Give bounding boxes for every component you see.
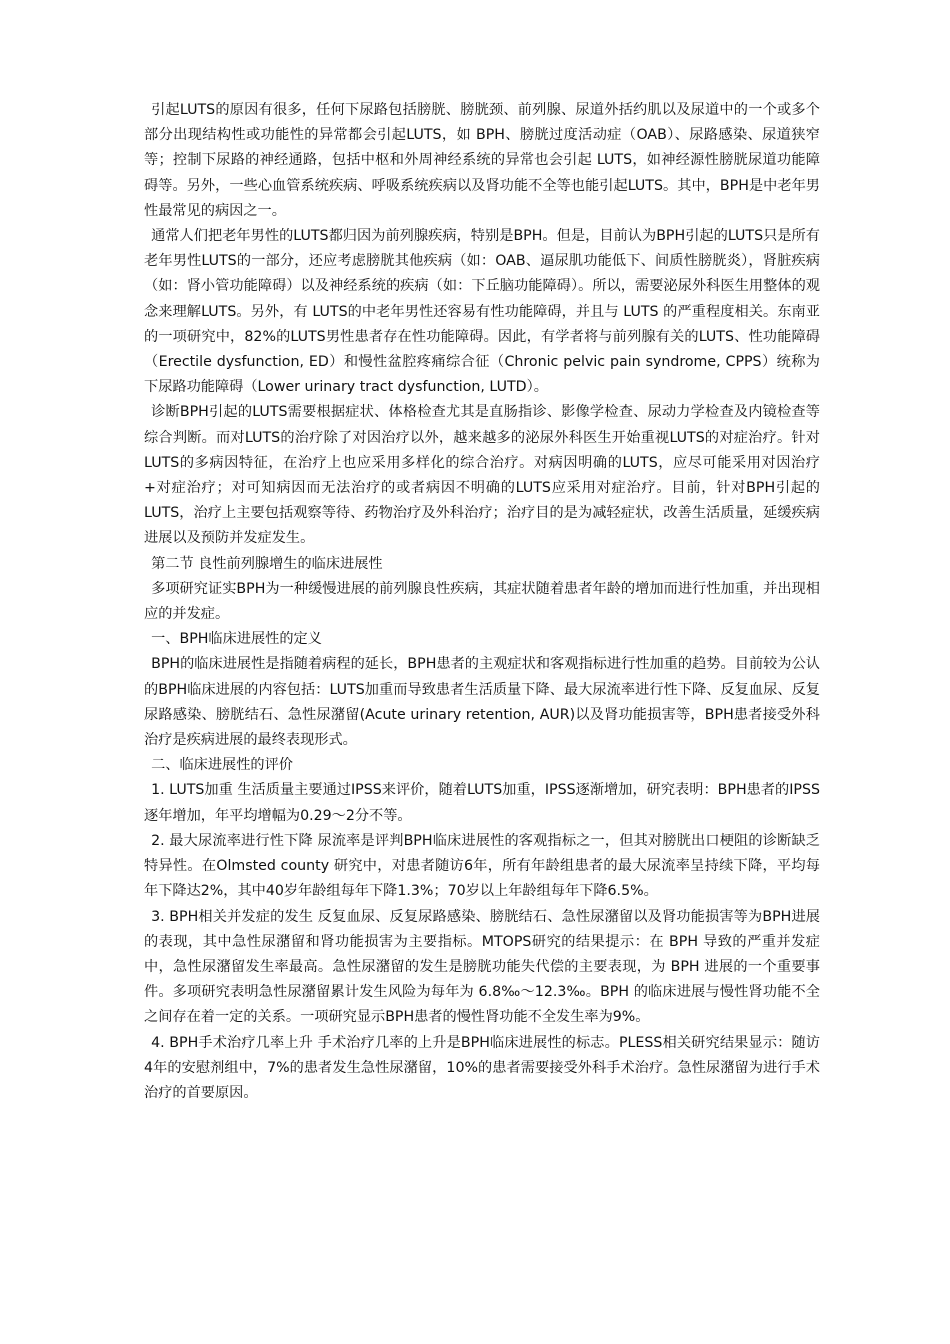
paragraph-progression-definition: BPH的临床进展性是指随着病程的延长，BPH患者的主观症状和客观指标进行性加重的趋势。目前较为公认的BPH临床进展的内容包括：LUTS加重而导致患者生活质量下降、最大尿流率进行性下降、反复血尿、反复尿路感染、膀胱结石、急性尿潴留(Acute urinary retention, AUR)以及肾功能损害等，BPH患者接受外科治疗是疾病进展的最终表现形式。	[144, 656, 820, 749]
paragraph-luts-causes: 引起LUTS的原因有很多，任何下尿路包括膀胱、膀胱颈、前列腺、尿道外括约肌以及尿道中的一个或多个部分出现结构性或功能性的异常都会引起LUTS，如 BPH、膀胱过度活动症（OAB）、尿路感染、尿道狭窄等；控制下尿路的神经通路，包括中枢和外周神经系统的异常也会引起 LUTS，如神经源性膀胱尿道功能障碍等。另外，一些心血管系统疾病、呼吸系统疾病以及肾功能不全等也能引起LUTS。其中，BPH是中老年男性最常见的病因之一。	[144, 102, 820, 219]
section-heading-bph-progression: 第二节 良性前列腺增生的临床进展性	[151, 555, 383, 572]
paragraph-luts-elderly-men: 通常人们把老年男性的LUTS都归因为前列腺疾病，特别是BPH。但是，目前认为BPH引起的LUTS只是所有老年男性LUTS的一部分，还应考虑膀胱其他疾病（如：OAB、逼尿肌功能低下、间质性膀胱炎），肾脏疾病（如：肾小管功能障碍）以及神经系统的疾病（如：下丘脑功能障碍）。所以，需要泌尿外科医生用整体的观念来理解LUTS。另外，有 LUTS的中老年男性还容易有性功能障碍，并且与 LUTS 的严重程度相关。东南亚的一项研究中，82%的LUTS男性患者存在性功能障碍。因此，有学者将与前列腺有关的LUTS、性功能障碍（Erectile dysfunction, ED）和慢性盆腔疼痛综合征（Chronic pelvic pain syndrome, CPPS）统称为下尿路功能障碍（Lower urinary tract dysfunction, LUTD）。	[144, 228, 820, 396]
paragraph-item-surgery-rate: 4. BPH手术治疗几率上升 手术治疗几率的上升是BPH临床进展性的标志。PLESS相关研究结果显示：随访4年的安慰剂组中，7%的患者发生急性尿潴留，10%的患者需要接受外科手术治疗。急性尿潴留为进行手术治疗的首要原因。	[144, 1034, 820, 1101]
subheading-progression-definition: 一、BPH临床进展性的定义	[151, 631, 322, 648]
subheading-progression-evaluation: 二、临床进展性的评价	[151, 757, 293, 774]
document-page	[144, 98, 820, 1106]
paragraph-diagnosis-treatment: 诊断BPH引起的LUTS需要根据症状、体格检查尤其是直肠指诊、影像学检查、尿动力学检查及内镜检查等综合判断。而对LUTS的治疗除了对因治疗以外，越来越多的泌尿外科医生开始重视LUTS的对症治疗。针对LUTS的多病因特征，在治疗上也应采用多样化的综合治疗。对病因明确的LUTS，应尽可能采用对因治疗+对症治疗；对可知病因而无法治疗的或者病因不明确的LUTS应采用对症治疗。目前，针对BPH引起的LUTS，治疗上主要包括观察等待、药物治疗及外科治疗；治疗目的是为减轻症状，改善生活质量，延缓疾病进展以及预防并发症发生。	[144, 404, 820, 547]
paragraph-item-complications: 3. BPH相关并发症的发生 反复血尿、反复尿路感染、膀胱结石、急性尿潴留以及肾功能损害等为BPH进展的表现，其中急性尿潴留和肾功能损害为主要指标。MTOPS研究的结果提示：在 BPH 导致的严重并发症中，急性尿潴留发生率最高。急性尿潴留的发生是膀胱功能失代偿的主要表现，为 BPH 进展的一个重要事件。多项研究表明急性尿潴留累计发生风险为每年为 6.8‰～12.3‰。BPH 的临床进展与慢性肾功能不全之间存在着一定的关系。一项研究显示BPH患者的慢性肾功能不全发生率为9%。	[144, 908, 820, 1026]
paragraph-bph-slow-progression: 多项研究证实BPH为一种缓慢进展的前列腺良性疾病，其症状随着患者年龄的增加而进行性加重，并出现相应的并发症。	[144, 580, 820, 623]
paragraph-item-flow-rate-decline: 2. 最大尿流率进行性下降 尿流率是评判BPH临床进展性的客观指标之一，但其对膀胱出口梗阻的诊断缺乏特异性。在Olmsted county 研究中，对患者随访6年，所有年龄组患者的最大尿流率呈持续下降，平均每年下降达2%，其中40岁年龄组每年下降1.3%；70岁以上年龄组每年下降6.5%。	[144, 832, 820, 900]
paragraph-item-luts-worsening: 1. LUTS加重 生活质量主要通过IPSS来评价，随着LUTS加重，IPSS逐渐增加，研究表明：BPH患者的IPSS逐年增加，年平均增幅为0.29～2分不等。	[144, 782, 820, 824]
